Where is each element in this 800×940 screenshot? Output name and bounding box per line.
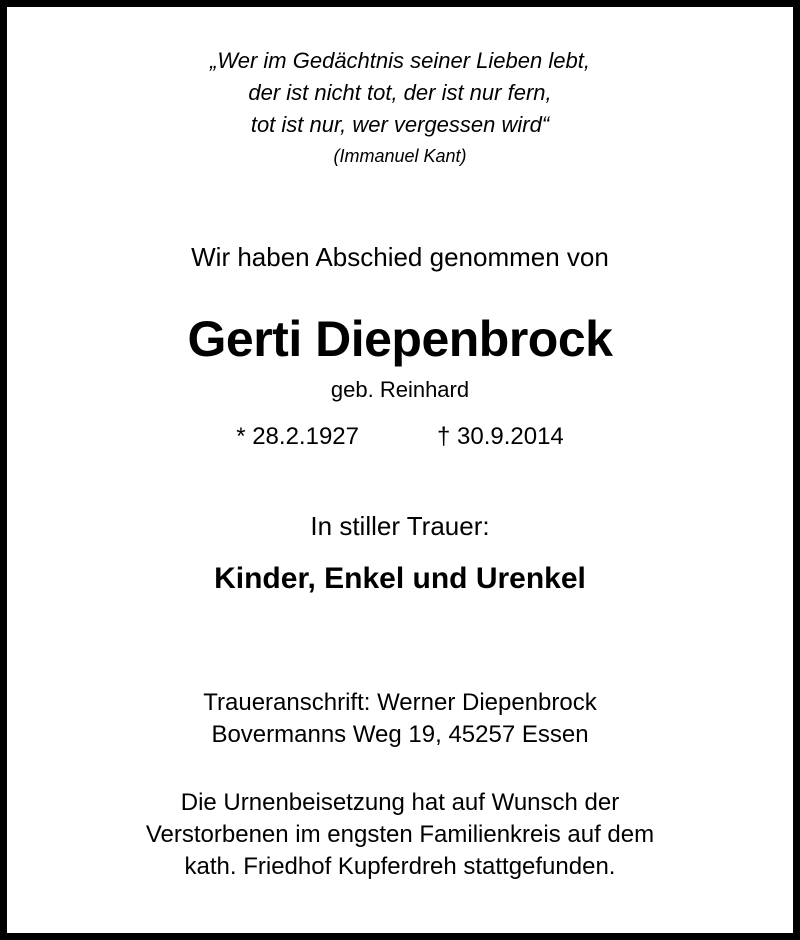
birth-date: * 28.2.1927 bbox=[236, 423, 359, 450]
mourners: Kinder, Enkel und Urenkel bbox=[214, 562, 586, 595]
address-line: Bovermanns Weg 19, 45257 Essen bbox=[211, 721, 589, 748]
quote-line: der ist nicht tot, der ist nur fern, bbox=[248, 80, 552, 105]
burial-note bbox=[7, 787, 793, 883]
quote-line: tot ist nur, wer vergessen wird“ bbox=[250, 112, 550, 137]
quote-text bbox=[7, 45, 793, 141]
burial-line: Die Urnenbeisetzung hat auf Wunsch der bbox=[180, 789, 620, 816]
life-dates bbox=[7, 423, 793, 451]
death-date: † 30.9.2014 bbox=[436, 423, 564, 450]
mourning-label: In stiller Trauer: bbox=[310, 511, 490, 541]
intro-text: Wir haben Abschied genommen von bbox=[191, 242, 609, 272]
deceased-name: Gerti Diepenbrock bbox=[187, 311, 613, 367]
burial-line: Verstorbenen im engsten Familienkreis auf dem bbox=[145, 821, 655, 848]
address-line: Traueranschrift: Werner Diepenbrock bbox=[203, 689, 597, 716]
quote-line: „Wer im Gedächtnis seiner Lieben lebt, bbox=[210, 48, 590, 73]
maiden-name: geb. Reinhard bbox=[330, 377, 470, 402]
quote-attribution: (Immanuel Kant) bbox=[333, 146, 467, 166]
burial-line: kath. Friedhof Kupferdreh stattgefunden. bbox=[184, 853, 616, 880]
mourning-address bbox=[7, 687, 793, 751]
